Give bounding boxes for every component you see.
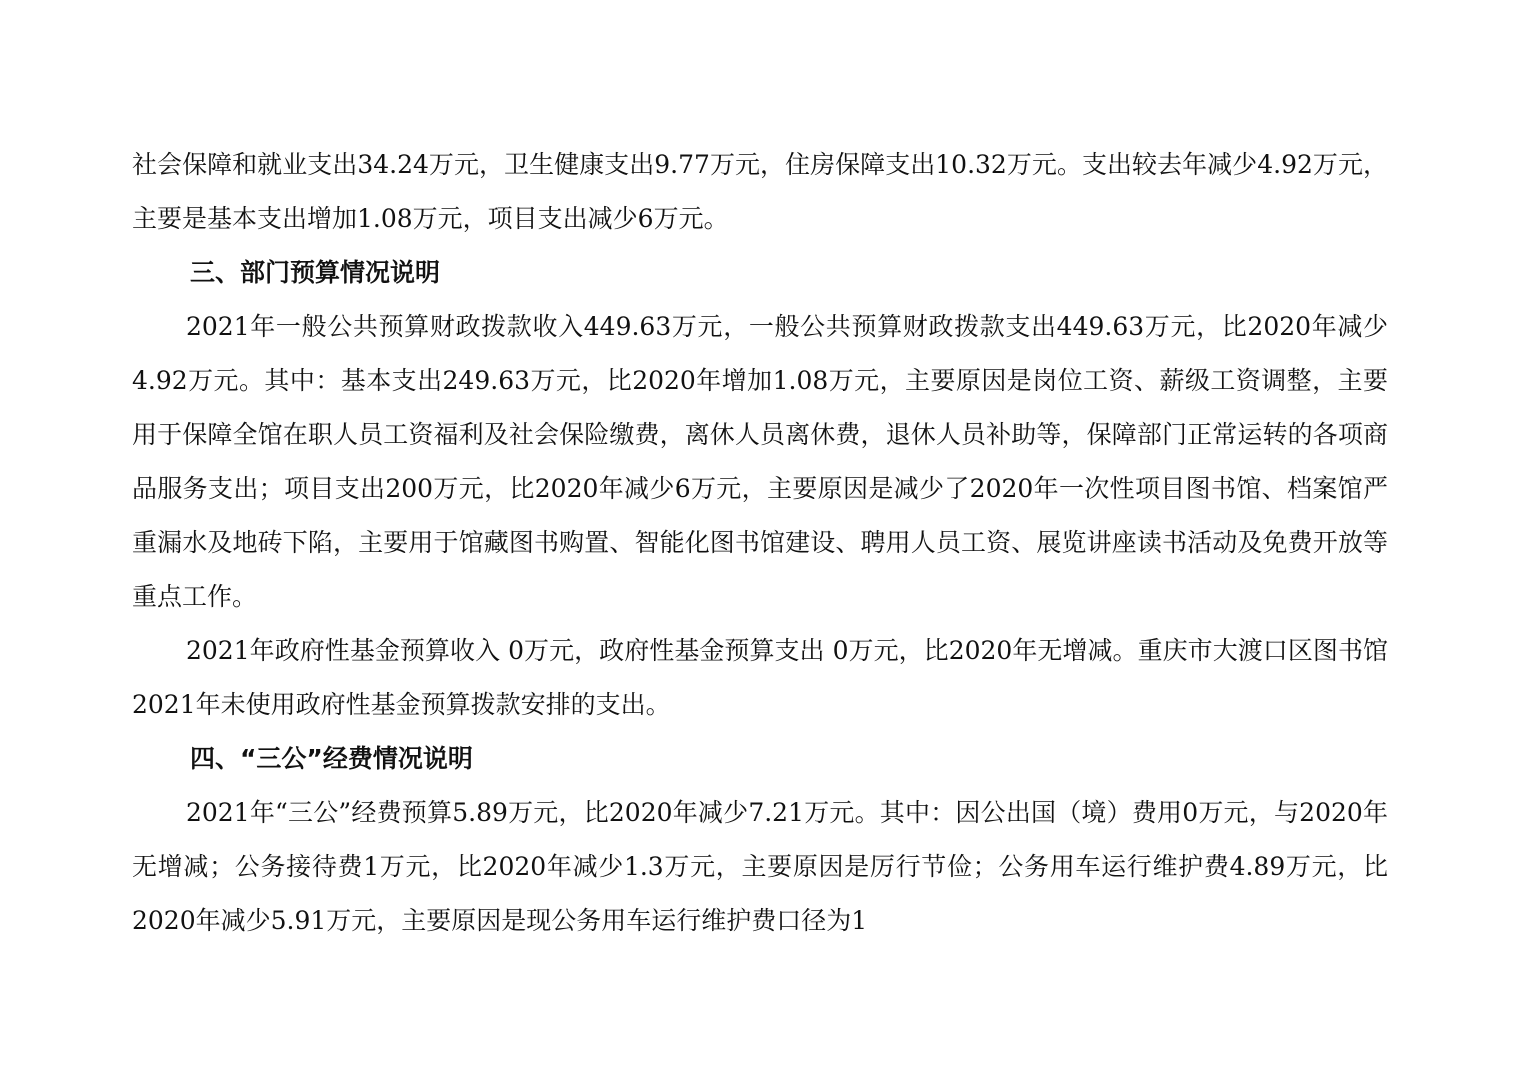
document-page (132, 138, 1388, 948)
paragraph-social-security: 社会保障和就业支出34.24万元，卫生健康支出9.77万元，住房保障支出10.32万元。支出较去年减少4.92万元，主要是基本支出增加1.08万元，项目支出减少6万元。 (132, 150, 1388, 233)
paragraph-government-fund: 2021年政府性基金预算收入 0万元，政府性基金预算支出 0万元，比2020年无增减。重庆市大渡口区图书馆2021年未使用政府性基金预算拨款安排的支出。 (132, 636, 1388, 719)
heading-three-public-expenses: 四、“三公”经费情况说明 (190, 744, 473, 773)
heading-department-budget: 三、部门预算情况说明 (190, 258, 441, 287)
paragraph-three-public-expenses: 2021年“三公”经费预算5.89万元，比2020年减少7.21万元。其中：因公出国（境）费用0万元，与2020年无增减；公务接待费1万元，比2020年减少1.3万元，主要原因是厉行节俭；公务用车运行维护费4.89万元，比2020年减少5.91万元，主要原因是现公务用车运行维护费口径为1 (132, 798, 1388, 935)
paragraph-general-budget: 2021年一般公共预算财政拨款收入449.63万元，一般公共预算财政拨款支出449.63万元，比2020年减少4.92万元。其中：基本支出249.63万元，比2020年增加1.08万元，主要原因是岗位工资、薪级工资调整，主要用于保障全馆在职人员工资福利及社会保险缴费，离休人员离休费，退休人员补助等，保障部门正常运转的各项商品服务支出；项目支出200万元，比2020年减少6万元，主要原因是减少了2020年一次性项目图书馆、档案馆严重漏水及地砖下陷，主要用于馆藏图书购置、智能化图书馆建设、聘用人员工资、展览讲座读书活动及免费开放等重点工作。 (132, 312, 1388, 611)
